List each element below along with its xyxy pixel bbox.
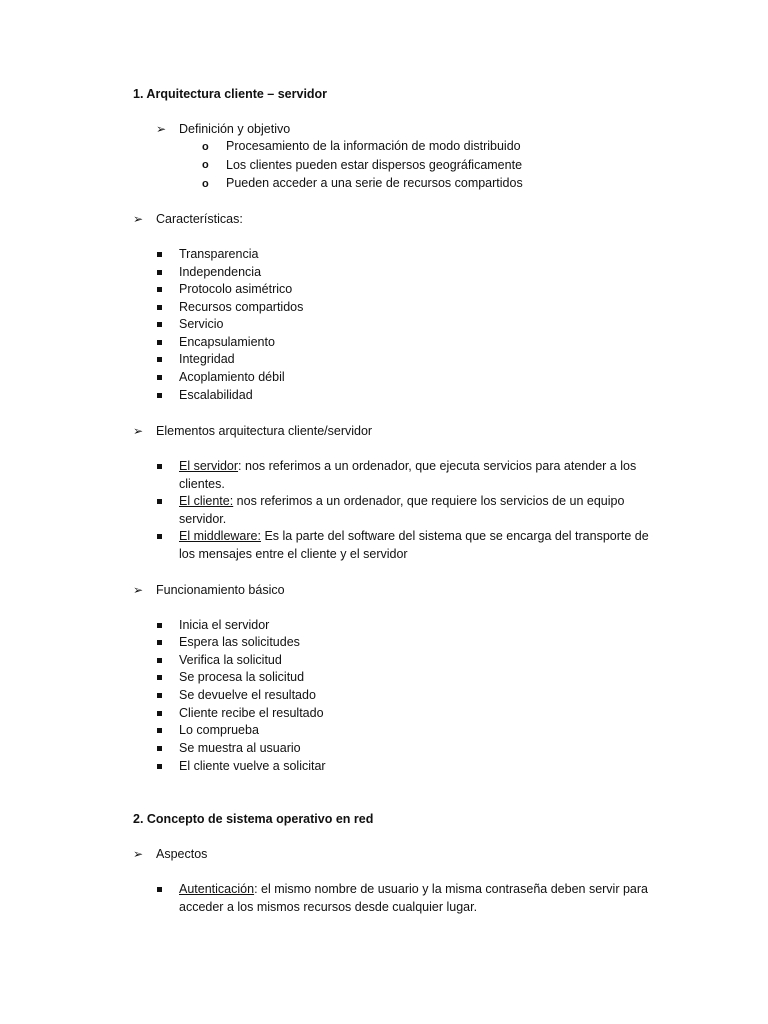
funcionamiento-item: Inicia el servidor — [179, 618, 270, 632]
square-bullet-icon — [157, 693, 162, 698]
elementos-item-cliente — [179, 493, 659, 528]
caracteristicas-item: Integridad — [179, 352, 235, 366]
arrow-bullet-icon: ➢ — [133, 424, 144, 438]
funcionamiento-item: Cliente recibe el resultado — [179, 706, 324, 720]
term-middleware: El middleware: — [179, 529, 261, 543]
square-bullet-icon — [157, 728, 162, 733]
funcionamiento-item: Espera las solicitudes — [179, 635, 300, 649]
section-1-title: 1. Arquitectura cliente – servidor — [133, 87, 328, 101]
square-bullet-icon — [157, 393, 162, 398]
elementos-item-text: Es la parte del software del sistema que se encarga del transporte de los mensajes entre el cliente y el servidor — [179, 529, 649, 561]
section-2-title: 2. Concepto de sistema operativo en red — [133, 812, 374, 826]
arrow-bullet-icon: ➢ — [133, 212, 144, 226]
caracteristicas-item: Servicio — [179, 317, 224, 331]
elementos-item-text: : nos referimos a un ordenador, que ejecuta servicios para atender a los clientes. — [179, 459, 637, 491]
caracteristicas-heading: Características: — [156, 212, 243, 226]
elementos-item-middleware — [179, 528, 654, 563]
circle-bullet-icon: o — [202, 159, 209, 171]
square-bullet-icon — [157, 322, 162, 327]
funcionamiento-item: El cliente vuelve a solicitar — [179, 759, 326, 773]
funcionamiento-item: Se procesa la solicitud — [179, 670, 305, 684]
square-bullet-icon — [157, 658, 162, 663]
arrow-bullet-icon: ➢ — [133, 583, 144, 597]
aspectos-item-text: : el mismo nombre de usuario y la misma contraseña deben servir para acceder a los mismos recursos desde cualquier lugar. — [179, 882, 648, 914]
term-autenticacion: Autenticación — [179, 882, 255, 896]
square-bullet-icon — [157, 340, 162, 345]
square-bullet-icon — [157, 287, 162, 292]
caracteristicas-item: Protocolo asimétrico — [179, 282, 293, 296]
arrow-bullet-icon: ➢ — [133, 847, 144, 861]
aspectos-heading: Aspectos — [156, 847, 208, 861]
square-bullet-icon — [157, 640, 162, 645]
square-bullet-icon — [157, 746, 162, 751]
square-bullet-icon — [157, 270, 162, 275]
funcionamiento-item: Se muestra al usuario — [179, 741, 301, 755]
square-bullet-icon — [157, 711, 162, 716]
elementos-heading: Elementos arquitectura cliente/servidor — [156, 424, 373, 438]
square-bullet-icon — [157, 764, 162, 769]
definicion-item: Los clientes pueden estar dispersos geográficamente — [226, 158, 523, 172]
aspectos-item-autenticacion — [179, 881, 649, 916]
caracteristicas-item: Encapsulamiento — [179, 335, 275, 349]
caracteristicas-item: Escalabilidad — [179, 388, 253, 402]
funcionamiento-item: Se devuelve el resultado — [179, 688, 316, 702]
caracteristicas-item: Transparencia — [179, 247, 259, 261]
square-bullet-icon — [157, 305, 162, 310]
caracteristicas-item: Acoplamiento débil — [179, 370, 285, 384]
funcionamiento-heading: Funcionamiento básico — [156, 583, 285, 597]
square-bullet-icon — [157, 375, 162, 380]
arrow-bullet-icon: ➢ — [156, 122, 167, 136]
square-bullet-icon — [157, 534, 162, 539]
definicion-item: Procesamiento de la información de modo distribuido — [226, 139, 521, 153]
funcionamiento-item: Lo comprueba — [179, 723, 259, 737]
square-bullet-icon — [157, 357, 162, 362]
caracteristicas-item: Recursos compartidos — [179, 300, 304, 314]
square-bullet-icon — [157, 675, 162, 680]
square-bullet-icon — [157, 623, 162, 628]
elementos-item-text: nos referimos a un ordenador, que requiere los servicios de un equipo servidor. — [179, 494, 625, 526]
term-servidor: El servidor — [179, 459, 239, 473]
definicion-item: Pueden acceder a una serie de recursos compartidos — [226, 176, 523, 190]
circle-bullet-icon: o — [202, 178, 209, 190]
square-bullet-icon — [157, 252, 162, 257]
caracteristicas-item: Independencia — [179, 265, 262, 279]
square-bullet-icon — [157, 887, 162, 892]
definicion-heading: Definición y objetivo — [179, 122, 291, 136]
elementos-item-servidor — [179, 458, 659, 493]
funcionamiento-item: Verifica la solicitud — [179, 653, 282, 667]
circle-bullet-icon: o — [202, 141, 209, 153]
square-bullet-icon — [157, 499, 162, 504]
term-cliente: El cliente: — [179, 494, 234, 508]
square-bullet-icon — [157, 464, 162, 469]
